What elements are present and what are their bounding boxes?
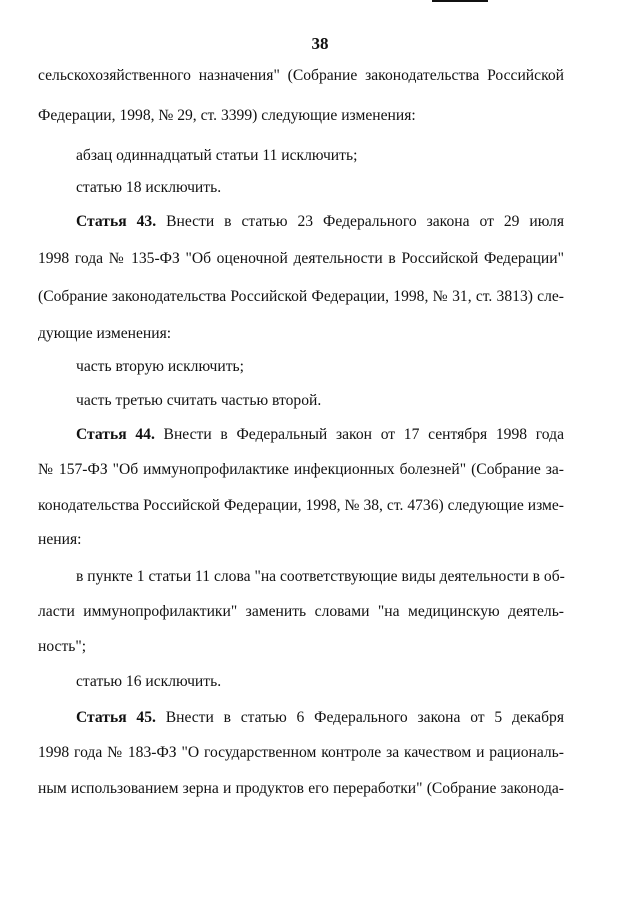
text-line: 1998 года № 183-ФЗ "О государственном контроле за качеством и рациональ- [38, 744, 564, 761]
text-line: в пункте 1 статьи 11 слова "на соответствующие виды деятельности в об- [76, 568, 565, 585]
text-span: Внести в статью 6 Федерального закона от 5 декабря [155, 709, 564, 726]
text-line: статью 18 исключить. [76, 179, 222, 196]
text-line: абзац одиннадцатый статьи 11 исключить; [76, 147, 358, 164]
article-44-first-line [76, 425, 564, 445]
text-line: часть третью считать частью второй. [76, 392, 322, 409]
article-43-first-line [76, 212, 564, 232]
text-line: Федерации, 1998, № 29, ст. 3399) следующие изменения: [38, 107, 416, 124]
text-line: статью 16 исключить. [76, 673, 222, 690]
text-span: Внести в статью 23 Федерального закона от 29 июля [156, 213, 564, 230]
article-heading: Статья 45. [76, 709, 156, 726]
text-line: часть вторую исключить; [76, 358, 244, 375]
text-line: ным использованием зерна и продуктов его переработки" (Собрание законода- [38, 780, 564, 797]
text-line: конодательства Российской Федерации, 1998, № 38, ст. 4736) следующие изме- [38, 497, 564, 514]
text-line: сельскохозяйственного назначения" (Собрание законодательства Российской [38, 67, 564, 84]
top-rule [432, 0, 488, 2]
article-heading: Статья 43. [76, 213, 157, 230]
text-line: нения: [38, 531, 82, 548]
text-span: Внести в Федеральный закон от 17 сентября 1998 года [154, 426, 564, 443]
text-line: (Собрание законодательства Российской Федерации, 1998, № 31, ст. 3813) сле- [38, 288, 564, 305]
text-line: ность"; [38, 638, 87, 655]
page-number: 38 [311, 34, 329, 53]
text-line: дующие изменения: [38, 325, 172, 342]
article-heading: Статья 44. [76, 426, 155, 443]
article-45-first-line [76, 708, 564, 728]
text-line: 1998 года № 135-ФЗ "Об оценочной деятельности в Российской Федерации" [38, 250, 564, 267]
text-line: № 157-ФЗ "Об иммунопрофилактике инфекционных болезней" (Собрание за- [38, 461, 564, 478]
text-line: ласти иммунопрофилактики" заменить словами "на медицинскую деятель- [38, 603, 564, 620]
